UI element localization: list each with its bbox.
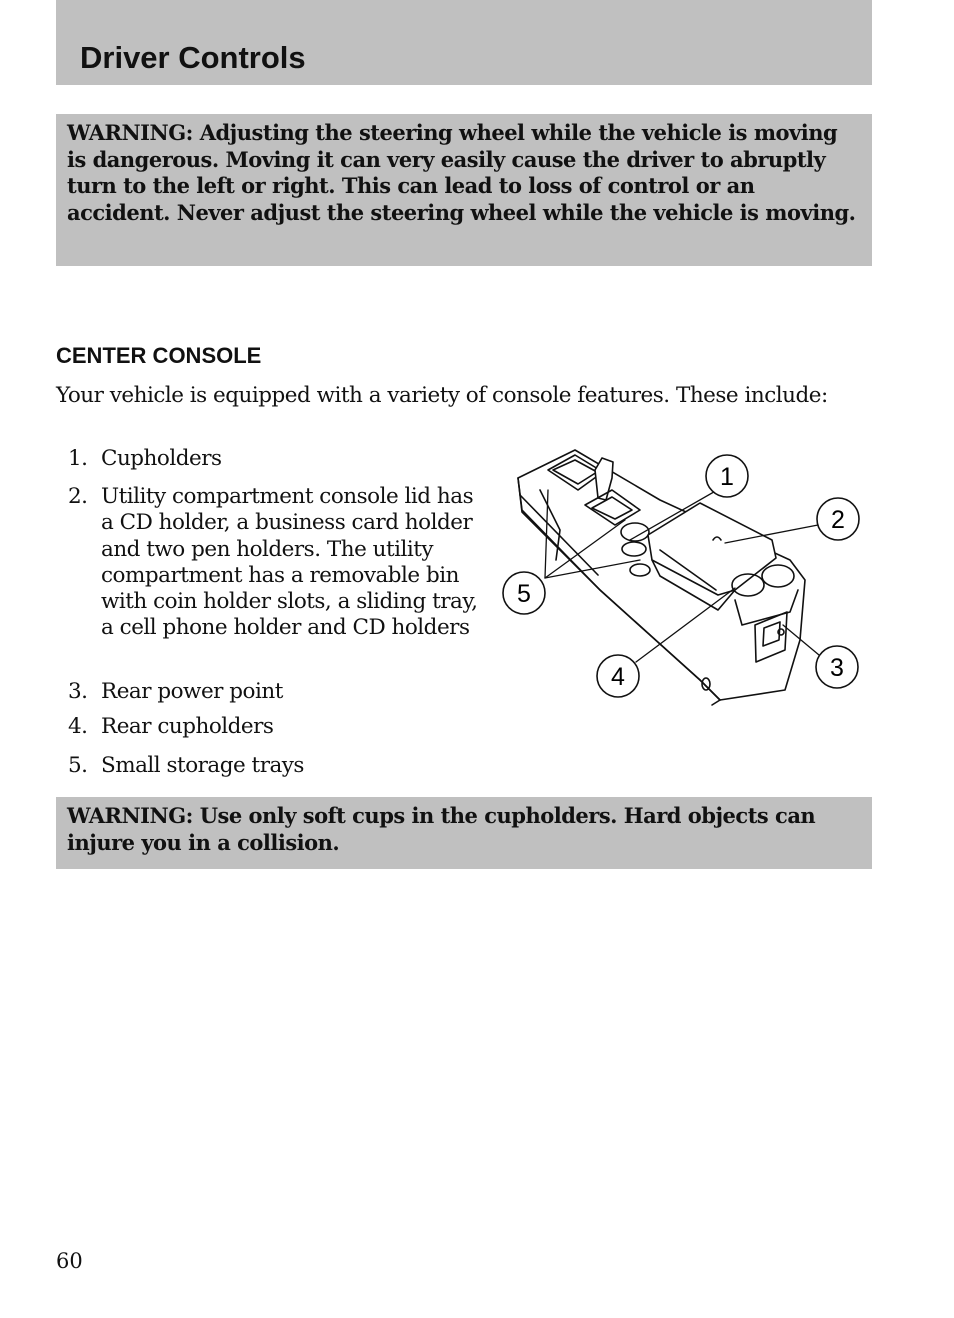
list-text: Utility compartment console lid has a CD holder, a business card holder and two pen holders. The utility compartment has a removable bin with coin holder slots, a sliding tray, a cell phone holder and CD holders (101, 484, 478, 641)
page-title: Driver Controls (80, 40, 306, 75)
page-number: 60 (56, 1249, 83, 1273)
callout-4 (597, 655, 639, 697)
callout-label: 5 (517, 580, 531, 608)
callout-5 (503, 572, 545, 614)
steering-warning-box (56, 114, 872, 266)
list-text: Rear cupholders (101, 714, 274, 739)
list-number: 4. (68, 714, 88, 739)
intro-paragraph: Your vehicle is equipped with a variety of console features. These include: (56, 383, 828, 408)
section-heading: CENTER CONSOLE (56, 343, 262, 368)
callout-2 (817, 498, 859, 540)
center-console-illustration (495, 440, 875, 710)
callout-3 (816, 646, 858, 688)
cupholder-warning-box (56, 797, 872, 869)
header-bar (56, 0, 872, 85)
list-text: Cupholders (101, 446, 222, 471)
list-text: Rear power point (101, 679, 283, 704)
callout-label: 4 (611, 663, 625, 691)
callout-label: 3 (830, 654, 844, 682)
cupholder-warning-text: WARNING: Use only soft cups in the cupholders. Hard objects can injure you in a collision. (67, 803, 816, 855)
callout-label: 2 (831, 506, 845, 534)
list-number: 1. (68, 446, 88, 471)
steering-warning-text: WARNING: Adjusting the steering wheel while the vehicle is moving is dangerous. Moving it can very easily cause the driver to abruptly turn to the left or right. This can lead to loss of control or an accident. Never adjust the steering wheel while the vehicle is moving. (67, 120, 856, 225)
list-text: Small storage trays (101, 753, 304, 778)
list-number: 5. (68, 753, 88, 778)
list-number: 2. (68, 484, 88, 509)
callout-1 (706, 455, 748, 497)
callout-label: 1 (720, 463, 734, 491)
list-number: 3. (68, 679, 88, 704)
